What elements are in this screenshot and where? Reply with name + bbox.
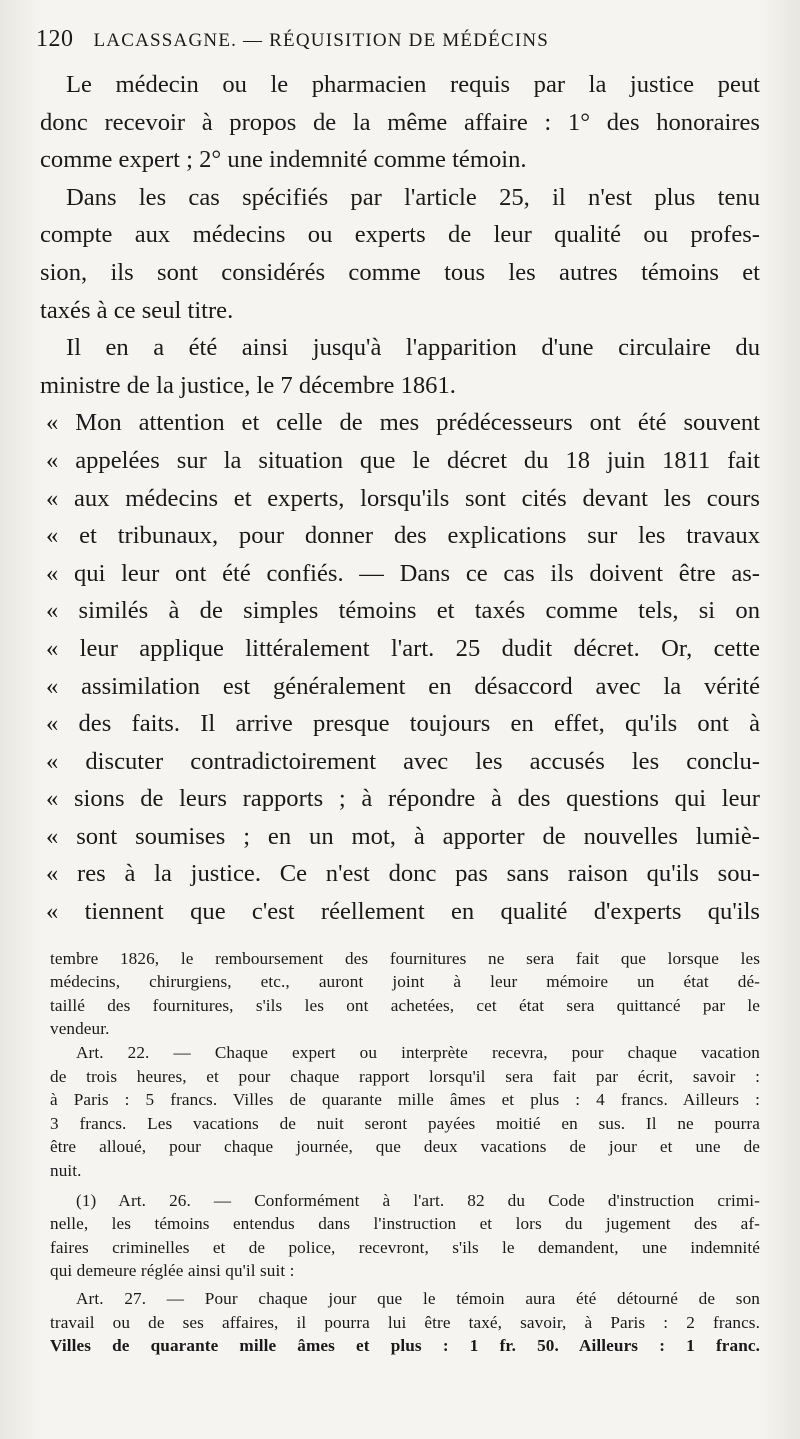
footnote-line: (1) Art. 26. — Conformément à l'art. 82 du Code d'instruction crimi- xyxy=(76,1190,760,1210)
footnote-line: être alloué, pour chaque journée, que deux vacations de jour et une de xyxy=(50,1137,760,1157)
text-line: Dans les cas spécifiés par l'article 25, il n'est plus tenu xyxy=(66,183,760,211)
footnote-line: tembre 1826, le remboursement des fournitures ne sera fait que lorsque les xyxy=(50,948,760,968)
text-line: sion, ils sont considérés comme tous les autres témoins et xyxy=(40,258,760,286)
footnote-line: nuit. xyxy=(50,1161,82,1180)
footnote-line: Art. 22. — Chaque expert ou interprète recevra, pour chaque vacation xyxy=(76,1043,760,1063)
text-line: « des faits. Il arrive presque toujours en effet, qu'ils ont à xyxy=(46,710,760,738)
text-line: compte aux médecins ou experts de leur qualité ou profes- xyxy=(40,221,760,249)
text-line: « similés à de simples témoins et taxés comme tels, si on xyxy=(46,597,760,625)
text-line: « sont soumises ; en un mot, à apporter de nouvelles lumiè- xyxy=(46,822,760,850)
page-header xyxy=(36,26,760,66)
text-line: « tiennent que c'est réellement en qualité d'experts qu'ils xyxy=(46,898,760,926)
text-line: « sions de leurs rapports ; à répondre à des questions qui leur xyxy=(46,785,760,813)
footnote-line: faires criminelles et de police, recevront, s'ils le demandent, une indemnité xyxy=(50,1237,760,1257)
footnote-line: vendeur. xyxy=(50,1019,110,1039)
text-line: « et tribunaux, pour donner des explications sur les travaux xyxy=(46,522,760,550)
text-line: donc recevoir à propos de la même affaire : 1° des honoraires xyxy=(40,108,760,136)
text-line: « qui leur ont été confiés. — Dans ce cas ils doivent être as- xyxy=(46,559,760,587)
footnote-line: 3 francs. Les vacations de nuit seront payées moitié en sus. Il ne pourra xyxy=(50,1113,760,1133)
footnote-line: Villes de quarante mille âmes et plus : 1 fr. 50. Ailleurs : 1 franc. xyxy=(50,1336,760,1356)
text-line: comme expert ; 2° une indemnité comme témoin. xyxy=(40,146,527,174)
text-line: « appelées sur la situation que le décret du 18 juin 1811 fait xyxy=(46,446,760,474)
text-line: Le médecin ou le pharmacien requis par la justice peut xyxy=(66,71,760,98)
text-line: taxés à ce seul titre. xyxy=(40,296,234,324)
footnote-line: travail ou de ses affaires, il pourra lui être taxé, savoir, à Paris : 2 francs. xyxy=(50,1312,760,1332)
text-line: « assimilation est généralement en désaccord avec la vérité xyxy=(46,672,760,700)
footnote-line: Art. 27. — Pour chaque jour que le témoin aura été détourné de son xyxy=(76,1288,760,1308)
text-line: « res à la justice. Ce n'est donc pas sans raison qu'ils sou- xyxy=(46,860,760,888)
footnote-line: qui demeure réglée ainsi qu'il suit : xyxy=(50,1261,295,1281)
text-line: « discuter contradictoirement avec les accusés les conclu- xyxy=(46,747,760,775)
footnote-line: taillé des fournitures, s'ils les ont achetées, cet état sera quittancé par le xyxy=(50,995,760,1015)
running-title: LACASSAGNE. — RÉQUISITION DE MÉDÉCINS xyxy=(93,30,550,51)
text-line: « aux médecins et experts, lorsqu'ils sont cités devant les cours xyxy=(46,484,760,512)
footnotes xyxy=(40,947,760,1358)
footnote-line: à Paris : 5 francs. Villes de quarante mille âmes et plus : 4 francs. Ailleurs : xyxy=(50,1090,760,1110)
text-line: « leur applique littéralement l'art. 25 dudit décret. Or, cette xyxy=(46,634,760,662)
footnote-line: de trois heures, et pour chaque rapport lorsqu'il sera fait par écrit, savoir : xyxy=(50,1066,760,1086)
footnote-line: médecins, chirurgiens, etc., auront joint à leur mémoire un état dé- xyxy=(50,972,760,992)
footnote-line: nelle, les témoins entendus dans l'instruction et lors du jugement des af- xyxy=(50,1214,760,1234)
main-text xyxy=(40,66,760,931)
page-number: 120 xyxy=(36,26,74,52)
text-line: ministre de la justice, le 7 décembre 1861. xyxy=(40,371,456,399)
text-line: « Mon attention et celle de mes prédécesseurs ont été souvent xyxy=(46,409,760,437)
text-line: Il en a été ainsi jusqu'à l'apparition d'une circulaire du xyxy=(66,334,760,362)
